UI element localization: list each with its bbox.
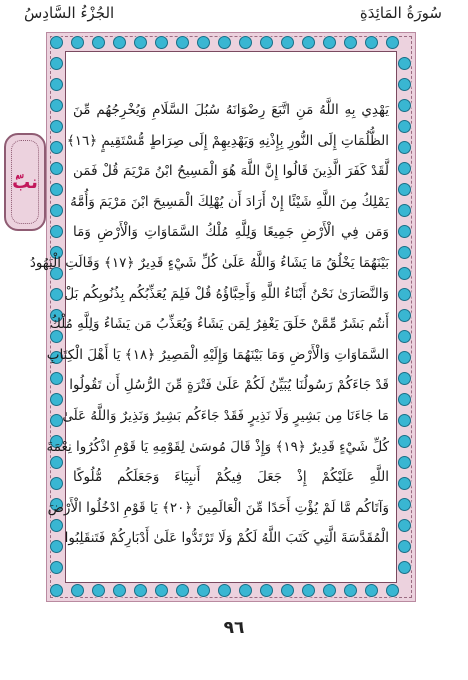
ornament-dot <box>398 456 411 469</box>
juz-name: الجُزْءُ السَّادِسُ <box>24 4 115 22</box>
text-line: يَهْدِي بِهِ اللَّهُ مَنِ اتَّبَعَ رِضْوَانَهُ سُبُلَ السَّلَامِ وَيُخْرِجُهُم مِّنَ <box>73 102 389 118</box>
ornament-dot <box>50 204 63 217</box>
text-line: قَدْ جَاءَكُمْ رَسُولُنَا يُبَيِّنُ لَكُمْ عَلَىٰ فَتْرَةٍ مِّنَ الرُّسُلِ أَن تَقُولُوا <box>69 377 389 394</box>
ornament-dot <box>176 584 189 597</box>
ornament-dot <box>71 584 84 597</box>
ornament-dot <box>398 561 411 574</box>
ornament-dot <box>71 36 84 49</box>
ornament-dot <box>398 78 411 91</box>
ornament-dot <box>398 99 411 112</box>
text-line: السَّمَاوَاتِ وَالْأَرْضِ وَمَا بَيْنَهُمَا وَإِلَيْهِ الْمَصِيرُ ﴿١٨﴾ يَا أَهْلَ الْكِتَابِ <box>46 346 389 363</box>
ornament-dot <box>398 309 411 322</box>
ornament-dot <box>50 183 63 196</box>
ornament-dot <box>260 584 273 597</box>
ornament-dot <box>260 36 273 49</box>
ornament-dot <box>302 36 315 49</box>
ornament-dot <box>50 372 63 385</box>
ornament-dot <box>344 584 357 597</box>
text-line: اللَّهِ عَلَيْكُمْ إِذْ جَعَلَ فِيكُمْ أَنبِيَاءَ وَجَعَلَكُم مُّلُوكًا <box>73 469 389 486</box>
ornament-dot <box>50 561 63 574</box>
ornament-dot <box>92 584 105 597</box>
ornament-dot <box>134 36 147 49</box>
ornament-dot <box>398 414 411 427</box>
ornament-dot <box>323 36 336 49</box>
ornament-dot <box>239 36 252 49</box>
ornament-dot <box>365 584 378 597</box>
ornament-dot <box>50 78 63 91</box>
ornament-dot <box>92 36 105 49</box>
ornament-dot <box>398 246 411 259</box>
text-line: أَنتُم بَشَرٌ مِّمَّنْ خَلَقَ يَغْفِرُ لِمَن يَشَاءُ وَيُعَذِّبُ مَن يَشَاءُ وَلِلَّهِ مُلْكُ <box>49 316 389 333</box>
ornament-dot <box>398 498 411 511</box>
ornament-dot <box>50 225 63 238</box>
ornament-dot <box>50 141 63 154</box>
ornament-dot <box>365 36 378 49</box>
ornament-dot <box>50 120 63 133</box>
ornament-dot <box>218 584 231 597</box>
text-line: الظُّلُمَاتِ إِلَى النُّورِ بِإِذْنِهِ وَيَهْدِيهِمْ إِلَى صِرَاطٍ مُّسْتَقِيمٍ ﴿١٦﴾ <box>66 132 389 149</box>
ornament-dot <box>50 540 63 553</box>
text-line: الْمُقَدَّسَةَ الَّتِي كَتَبَ اللَّهُ لَكُمْ وَلَا تَرْتَدُّوا عَلَىٰ أَدْبَارِكُمْ فَتَنقَلِبُوا <box>64 530 389 547</box>
ornament-dot <box>50 288 63 301</box>
ornament-dot <box>344 36 357 49</box>
ornament-dot <box>113 36 126 49</box>
ornament-dot <box>113 584 126 597</box>
text-line: وَآتَاكُم مَّا لَمْ يُؤْتِ أَحَدًا مِّنَ الْعَالَمِينَ ﴿٢٠﴾ يَا قَوْمِ ادْخُلُوا الْأَرْضَ <box>47 499 389 516</box>
ornament-dot <box>386 584 399 597</box>
ornament-dot <box>50 477 63 490</box>
ornament-dot <box>323 584 336 597</box>
margin-medallion <box>4 133 46 231</box>
ornament-dot <box>50 393 63 406</box>
ornament-dot <box>398 435 411 448</box>
text-line: كُلِّ شَيْءٍ قَدِيرٌ ﴿١٩﴾ وَإِذْ قَالَ مُوسَىٰ لِقَوْمِهِ يَا قَوْمِ اذْكُرُوا نِعْمَةَ <box>46 438 389 455</box>
ornament-dot <box>398 183 411 196</box>
ornament-dot <box>197 584 210 597</box>
text-line: وَمَن فِي الْأَرْضِ جَمِيعًا وَلِلَّهِ مُلْكُ السَّمَاوَاتِ وَالْأَرْضِ وَمَا <box>73 224 389 241</box>
ornament-dot <box>50 99 63 112</box>
ornament-dot <box>155 36 168 49</box>
surah-name: سُورَةُ المَائِدَةِ <box>359 4 442 22</box>
ornament-dot <box>281 36 294 49</box>
ornament-dot <box>398 330 411 343</box>
page-number: ٩٦ <box>223 618 245 638</box>
quran-text <box>29 95 389 554</box>
ornament-dot <box>398 120 411 133</box>
ornament-dot <box>398 519 411 532</box>
text-line: بَيْنَهُمَا يَخْلُقُ مَا يَشَاءُ وَاللَّهُ عَلَىٰ كُلِّ شَيْءٍ قَدِيرٌ ﴿١٧﴾ وَقَالَتِ الْيَهُودُ <box>29 254 389 271</box>
ornament-dot <box>50 414 63 427</box>
text-line: يَمْلِكُ مِنَ اللَّهِ شَيْئًا إِنْ أَرَادَ أَن يُهْلِكَ الْمَسِيحَ ابْنَ مَرْيَمَ وَأُمَّهُ <box>70 193 389 210</box>
ornament-dot <box>50 162 63 175</box>
margin-marker: ۢنبّ <box>12 171 38 193</box>
text-line: مَا جَاءَنَا مِن بَشِيرٍ وَلَا نَذِيرٍ فَقَدْ جَاءَكُم بَشِيرٌ وَنَذِيرٌ وَاللَّهُ عَلَىٰ <box>62 407 389 424</box>
ornament-dot <box>386 36 399 49</box>
ornament-dot <box>398 477 411 490</box>
ornament-dot <box>398 204 411 217</box>
ornament-dot <box>218 36 231 49</box>
ornament-dot <box>398 393 411 406</box>
ornament-dot <box>398 57 411 70</box>
ornament-dot <box>176 36 189 49</box>
text-line: لَّقَدْ كَفَرَ الَّذِينَ قَالُوا إِنَّ اللَّهَ هُوَ الْمَسِيحُ ابْنُ مَرْيَمَ قُلْ فَمَن <box>73 163 389 180</box>
ornament-dot <box>398 267 411 280</box>
ornament-dot <box>281 584 294 597</box>
ornament-dot <box>398 141 411 154</box>
ornament-dot <box>155 584 168 597</box>
ornament-dot <box>197 36 210 49</box>
ornament-dot <box>398 288 411 301</box>
ornament-dot <box>398 540 411 553</box>
ornament-dot <box>398 372 411 385</box>
text-line: وَالنَّصَارَىٰ نَحْنُ أَبْنَاءُ اللَّهِ وَأَحِبَّاؤُهُ قُلْ فَلِمَ يُعَذِّبُكُم بِذُنُوبِكُم بَلْ <box>64 285 389 302</box>
ornament-dot <box>50 57 63 70</box>
ornament-dot <box>50 584 63 597</box>
ornament-dot <box>398 225 411 238</box>
ornament-dot <box>239 584 252 597</box>
ornament-dot <box>398 162 411 175</box>
ornament-dot <box>50 36 63 49</box>
ornament-dot <box>302 584 315 597</box>
ornament-dot <box>134 584 147 597</box>
ornament-dot <box>398 351 411 364</box>
